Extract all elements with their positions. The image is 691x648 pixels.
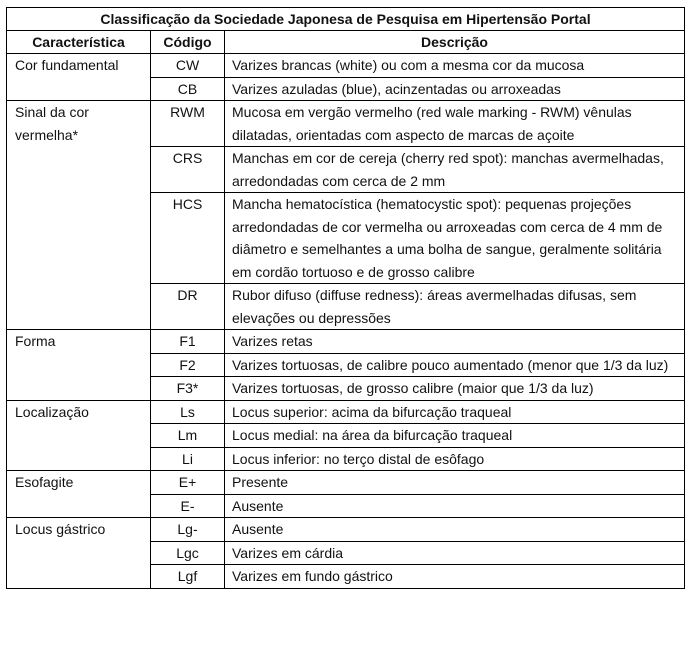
table-row: [7, 101, 685, 147]
code-cell: E+: [151, 471, 225, 495]
code-cell: E-: [151, 494, 225, 518]
description-cell: Mancha hematocística (hematocystic spot): pequenas projeções arredondadas de cor vermelha ou arroxeadas com cerca de 4 mm de diâmetro e semelhantes a uma bolha de sangue, geralmente solitária em cordão tortuoso e de grosso calibre: [225, 193, 685, 284]
characteristic-cell: Cor fundamental: [7, 54, 151, 101]
description-cell: Presente: [225, 471, 685, 495]
code-cell: Lgc: [151, 541, 225, 565]
description-cell: Rubor difuso (diffuse redness): áreas avermelhadas difusas, sem elevações ou depressões: [225, 284, 685, 330]
description-cell: Locus inferior: no terço distal de esôfago: [225, 447, 685, 471]
code-cell: CW: [151, 54, 225, 78]
description-cell: Locus medial: na área da bifurcação traqueal: [225, 424, 685, 448]
header-code: Código: [151, 31, 225, 54]
code-cell: RWM: [151, 101, 225, 147]
header-characteristic: Característica: [7, 31, 151, 54]
description-cell: Manchas em cor de cereja (cherry red spot): manchas avermelhadas, arredondadas com cerca de 2 mm: [225, 147, 685, 193]
code-cell: Lgf: [151, 565, 225, 589]
description-cell: Ausente: [225, 518, 685, 542]
description-cell: Mucosa em vergão vermelho (red wale marking - RWM) vênulas dilatadas, orientadas com aspecto de marcas de açoite: [225, 101, 685, 147]
table-row: [7, 400, 685, 424]
table-title: Classificação da Sociedade Japonesa de Pesquisa em Hipertensão Portal: [7, 8, 685, 31]
code-cell: F3*: [151, 377, 225, 401]
characteristic-cell: Sinal da cor vermelha*: [7, 101, 151, 330]
description-cell: Varizes brancas (white) ou com a mesma cor da mucosa: [225, 54, 685, 78]
description-cell: Varizes tortuosas, de grosso calibre (maior que 1/3 da luz): [225, 377, 685, 401]
description-cell: Varizes em cárdia: [225, 541, 685, 565]
characteristic-cell: Locus gástrico: [7, 518, 151, 589]
classification-table: [6, 7, 685, 589]
code-cell: CB: [151, 77, 225, 101]
description-cell: Varizes em fundo gástrico: [225, 565, 685, 589]
code-cell: Lg-: [151, 518, 225, 542]
characteristic-cell: Esofagite: [7, 471, 151, 518]
table-row: [7, 54, 685, 78]
description-cell: Ausente: [225, 494, 685, 518]
code-cell: HCS: [151, 193, 225, 284]
code-cell: Li: [151, 447, 225, 471]
code-cell: Ls: [151, 400, 225, 424]
code-cell: F1: [151, 330, 225, 354]
characteristic-cell: Localização: [7, 400, 151, 471]
characteristic-cell: Forma: [7, 330, 151, 401]
title-row: [7, 8, 685, 31]
description-cell: Locus superior: acima da bifurcação traqueal: [225, 400, 685, 424]
header-description: Descrição: [225, 31, 685, 54]
description-cell: Varizes tortuosas, de calibre pouco aumentado (menor que 1/3 da luz): [225, 353, 685, 377]
table-row: [7, 471, 685, 495]
code-cell: CRS: [151, 147, 225, 193]
description-cell: Varizes retas: [225, 330, 685, 354]
code-cell: Lm: [151, 424, 225, 448]
code-cell: DR: [151, 284, 225, 330]
code-cell: F2: [151, 353, 225, 377]
table-row: [7, 518, 685, 542]
description-cell: Varizes azuladas (blue), acinzentadas ou arroxeadas: [225, 77, 685, 101]
table-row: [7, 330, 685, 354]
header-row: [7, 31, 685, 54]
